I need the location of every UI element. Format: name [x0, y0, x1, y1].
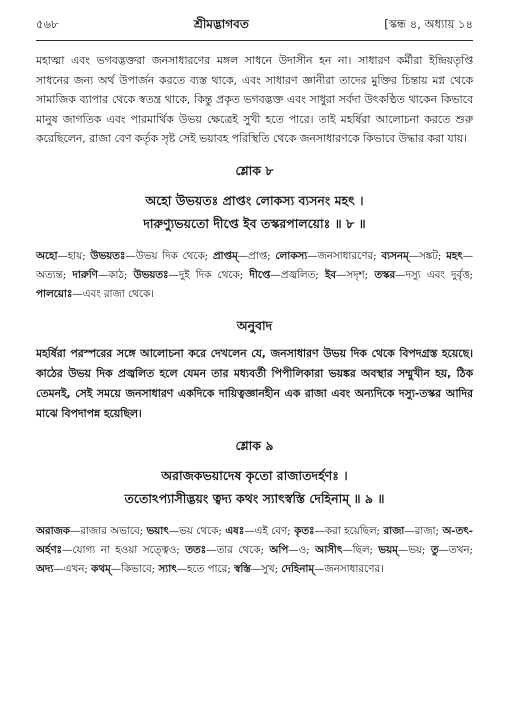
- synonym-word: ইব: [324, 268, 337, 281]
- synonym-word: তস্কর: [374, 268, 396, 281]
- synonym-word: মহৎ: [446, 249, 463, 262]
- synonym-meaning: —ছিল;: [342, 543, 379, 556]
- synonym-word: দেহিনাম্: [281, 562, 315, 575]
- synonym-word: পালয়োঃ: [36, 287, 73, 300]
- synonym-meaning: —এই বেণ;: [244, 524, 295, 537]
- synonym-word: ভয়ম্: [378, 543, 398, 556]
- synonym-meaning: —যোগ্য না হওয়া সত্ত্বেও;: [62, 543, 186, 556]
- verse-8-line-1: অহো উভয়তঃ প্রাপ্তং লোকস্য ব্যসনং মহৎ ।: [145, 192, 364, 208]
- synonym-meaning: —দস্যু এবং দুর্বৃত্ত;: [395, 268, 473, 281]
- synonym-meaning: —সঙ্কট;: [408, 249, 447, 262]
- synonym-meaning: —ভয়;: [397, 543, 431, 556]
- synonym-word: ভয়াৎ: [146, 524, 169, 537]
- synonym-word: তু: [430, 543, 439, 556]
- book-title: শ্রীমদ্ভাগবত: [193, 17, 249, 31]
- verse-8-translation: মহর্ষিরা পরস্পরের সঙ্গে আলোচনা করে দেখলেন যে, জনসাধারণ উভয় দিক থেকে বিপদগ্রস্ত হয়েছে। কাঠের উভয় দিক প্রজ্বলিত হলে যেমন তার মধ্যবর্তী পিপীলিকারা ভয়ঙ্কর অবস্থার সম্মুখীন হয়, ঠিক তেমনই, সেই সময়ে জনসাধারণ একদিকে দায়িত্বজ্ঞানহীন এক রাজা এবং অন্যদিকে দস্যু-তস্কর আদির মাঝে বিপদাপন্ন হয়েছিল।: [36, 346, 473, 420]
- synonym-meaning: —প্রাপ্ত;: [237, 249, 276, 262]
- synonym-word: আসীৎ: [315, 543, 343, 556]
- verse-8-synonyms: [36, 247, 473, 304]
- synonym-word: দারুণি: [72, 268, 98, 281]
- verse-9-synonyms: [36, 522, 473, 579]
- synonym-meaning: —জনসাধারণের।: [314, 562, 384, 575]
- synonym-word: অ-তৎ-অর্হণঃ: [36, 524, 474, 556]
- purport-continuation: মহাত্মা এবং ভগবদ্ভক্তরা জনসাধারণের মঙ্গল সাধনে উদাসীন হন না। সাধারণ কর্মীরা ইন্দ্রিয়তৃপ্তি সাধনের জন্য অর্থ উপার্জন করতে ব্যস্ত থাকে, এবং সাধারণ জ্ঞানীরা তাদের মুক্তির চিন্তায় মগ্ন থেকে সামাজিক ব্যাপার থেকে স্বতন্ত্র থাকে, কিন্তু প্রকৃত ভগবদ্ভক্ত এবং সাধুরা সর্বদা উৎকণ্ঠিত থাকেন কিভাবে মানুষ জাগতিক এবং পারমার্থিক উভয় ক্ষেত্রেই সুখী হতে পারে। তাই মহর্ষিরা আলোচনা করতে শুরু করেছিলেন, রাজা বেণ কর্তৃক সৃষ্ট সেই ভয়াবহ পরিস্থিতি থেকে জনসাধারণকে কিভাবে উদ্ধার করা যায়।: [36, 54, 473, 145]
- synonym-meaning: —অত্যন্ত;: [36, 249, 473, 281]
- synonym-word: লোকস্য: [275, 249, 308, 262]
- synonym-word: স্যাৎ: [158, 562, 177, 575]
- synonym-word: রাজা: [383, 524, 405, 537]
- synonym-word: এষঃ: [225, 524, 245, 537]
- synonym-word: অহো: [36, 249, 58, 262]
- synonym-word: কৃতঃ: [294, 524, 315, 537]
- synonym-meaning: —হতে পারে;: [176, 562, 235, 575]
- synonym-word: স্বস্তি: [234, 562, 251, 575]
- synonym-meaning: —জনসাধারণের;: [307, 249, 382, 262]
- synonym-word: অপি: [269, 543, 289, 556]
- synonym-meaning: —সদৃশ;: [336, 268, 375, 281]
- synonym-meaning: —ভয় থেকে;: [168, 524, 226, 537]
- synonym-meaning: —রাজা;: [404, 524, 443, 537]
- synonym-word: ব্যসনম্: [381, 249, 409, 262]
- synonym-meaning: —হায়;: [57, 249, 91, 262]
- synonym-meaning: —দুই দিক থেকে;: [168, 268, 250, 281]
- synonym-meaning: —প্রজ্বলিত;: [270, 268, 325, 281]
- synonym-word: কথম্: [91, 562, 111, 575]
- synonym-word: দীপ্তে: [249, 268, 271, 281]
- synonym-meaning: —এবং রাজা থেকে।: [72, 287, 154, 300]
- synonym-meaning: —এখন;: [53, 562, 92, 575]
- verse-9-line-1: অরাজকভয়াদেষ কৃতো রাজাতদর্হণঃ ।: [161, 467, 348, 483]
- synonym-meaning: —রাজার অভাবে;: [69, 524, 147, 537]
- synonym-word: উভয়তঃ: [90, 249, 126, 262]
- synonym-word: প্রাপ্তম্: [212, 249, 238, 262]
- section-label: [স্কন্ধ ৪, অধ্যায় ১৪: [384, 17, 473, 31]
- verse-8-heading: শ্লোক ৮: [235, 162, 274, 178]
- verse-8-line-2: দারুণ্যুভয়তো দীপ্তে ইব তস্করপালয়োঃ ॥ ৮ ॥: [143, 215, 366, 231]
- synonym-word: অদ্য: [36, 562, 54, 575]
- synonym-meaning: —করা হয়েছিল;: [314, 524, 384, 537]
- translation-heading: অনুবাদ: [236, 317, 273, 333]
- synonym-meaning: —কাঠ;: [97, 268, 134, 281]
- synonym-word: ততঃ: [185, 543, 207, 556]
- synonym-meaning: —ও;: [288, 543, 316, 556]
- synonym-meaning: —তখন;: [438, 543, 473, 556]
- page-number: ৫৬৮: [36, 17, 59, 31]
- synonym-meaning: —সুখ;: [250, 562, 282, 575]
- synonym-meaning: —তার থেকে;: [206, 543, 270, 556]
- verse-9-line-2: ততোঽপ্যাসীদ্ভয়ং ত্বদ্য কথং স্যাৎস্বস্তি দেহিনাম্ ॥ ৯ ॥: [124, 490, 385, 506]
- page-header: [36, 16, 473, 41]
- synonym-meaning: —উভয় দিক থেকে;: [125, 249, 213, 262]
- verse-9-heading: শ্লোক ৯: [235, 437, 274, 453]
- synonym-word: উভয়তঃ: [133, 268, 169, 281]
- synonym-word: অরাজক: [36, 524, 70, 537]
- synonym-meaning: —কিভাবে;: [110, 562, 159, 575]
